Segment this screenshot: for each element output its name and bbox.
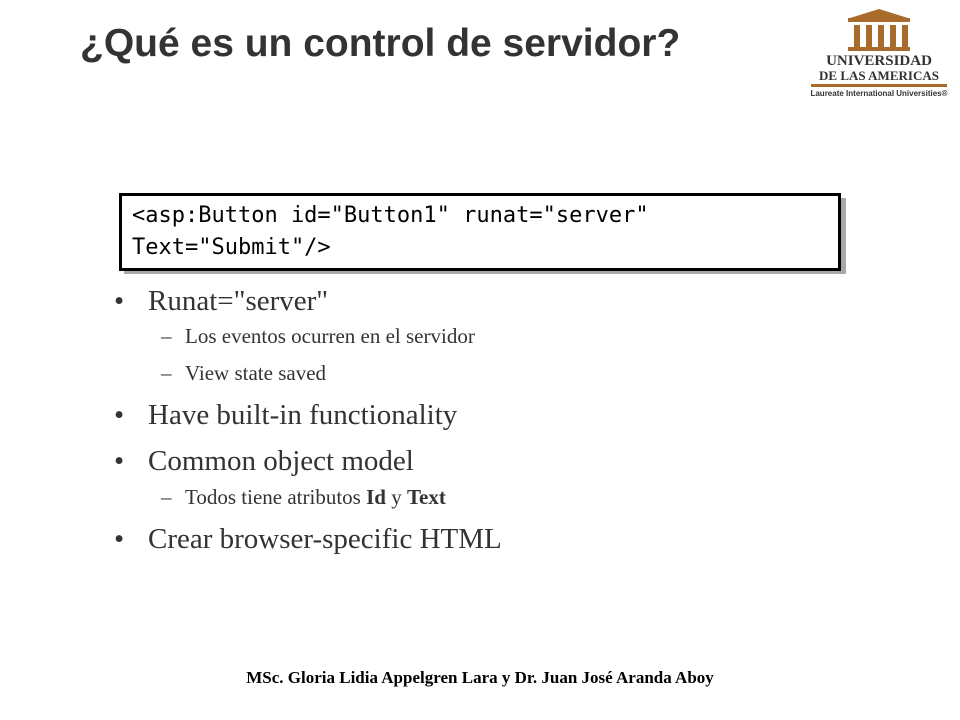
bullet-object-model <box>114 445 414 477</box>
bullet-browser-html <box>114 523 502 555</box>
sub-bullet-attributes <box>161 485 446 509</box>
slide-title: ¿Qué es un control de servidor? <box>80 22 681 65</box>
bullet-dot: • <box>114 523 125 555</box>
code-line-2: Text="Submit"/> <box>132 235 331 260</box>
sub-bullet-dash: – <box>161 485 172 509</box>
logo-line1: UNIVERSIDAD <box>826 53 932 69</box>
bullet-dot: • <box>114 285 125 317</box>
bullet-text: Common object model <box>148 445 414 477</box>
sub-bullet-dash: – <box>161 324 172 348</box>
bullet-text: Have built-in functionality <box>148 399 458 431</box>
sub-bullet-viewstate <box>161 361 327 385</box>
bullet-dot: • <box>114 399 125 431</box>
attribute-text: Text <box>406 485 446 509</box>
logo-line3: Laureate International Universities® <box>810 89 948 98</box>
sub-bullet-text: View state saved <box>185 361 327 385</box>
sub-bullet-text-pre: Todos tiene atributos <box>185 485 367 509</box>
sub-bullet-events <box>161 324 475 348</box>
bullet-text: Runat="server" <box>148 285 329 317</box>
bullet-functionality <box>114 399 458 431</box>
code-line-1: <asp:Button id="Button1" runat="server" <box>132 203 649 228</box>
sub-bullet-text-mid: y <box>385 485 407 509</box>
logo-line2: DE LAS AMERICAS <box>819 68 939 83</box>
bullet-text: Crear browser-specific HTML <box>148 523 502 555</box>
attribute-id: Id <box>366 485 386 509</box>
bullet-runat <box>114 285 329 317</box>
sub-bullet-dash: – <box>161 361 172 385</box>
slide-footer: MSc. Gloria Lidia Appelgren Lara y Dr. Juan José Aranda Aboy <box>246 668 714 687</box>
sub-bullet-text: Los eventos ocurren en el servidor <box>185 324 475 348</box>
bullet-dot: • <box>114 445 125 477</box>
